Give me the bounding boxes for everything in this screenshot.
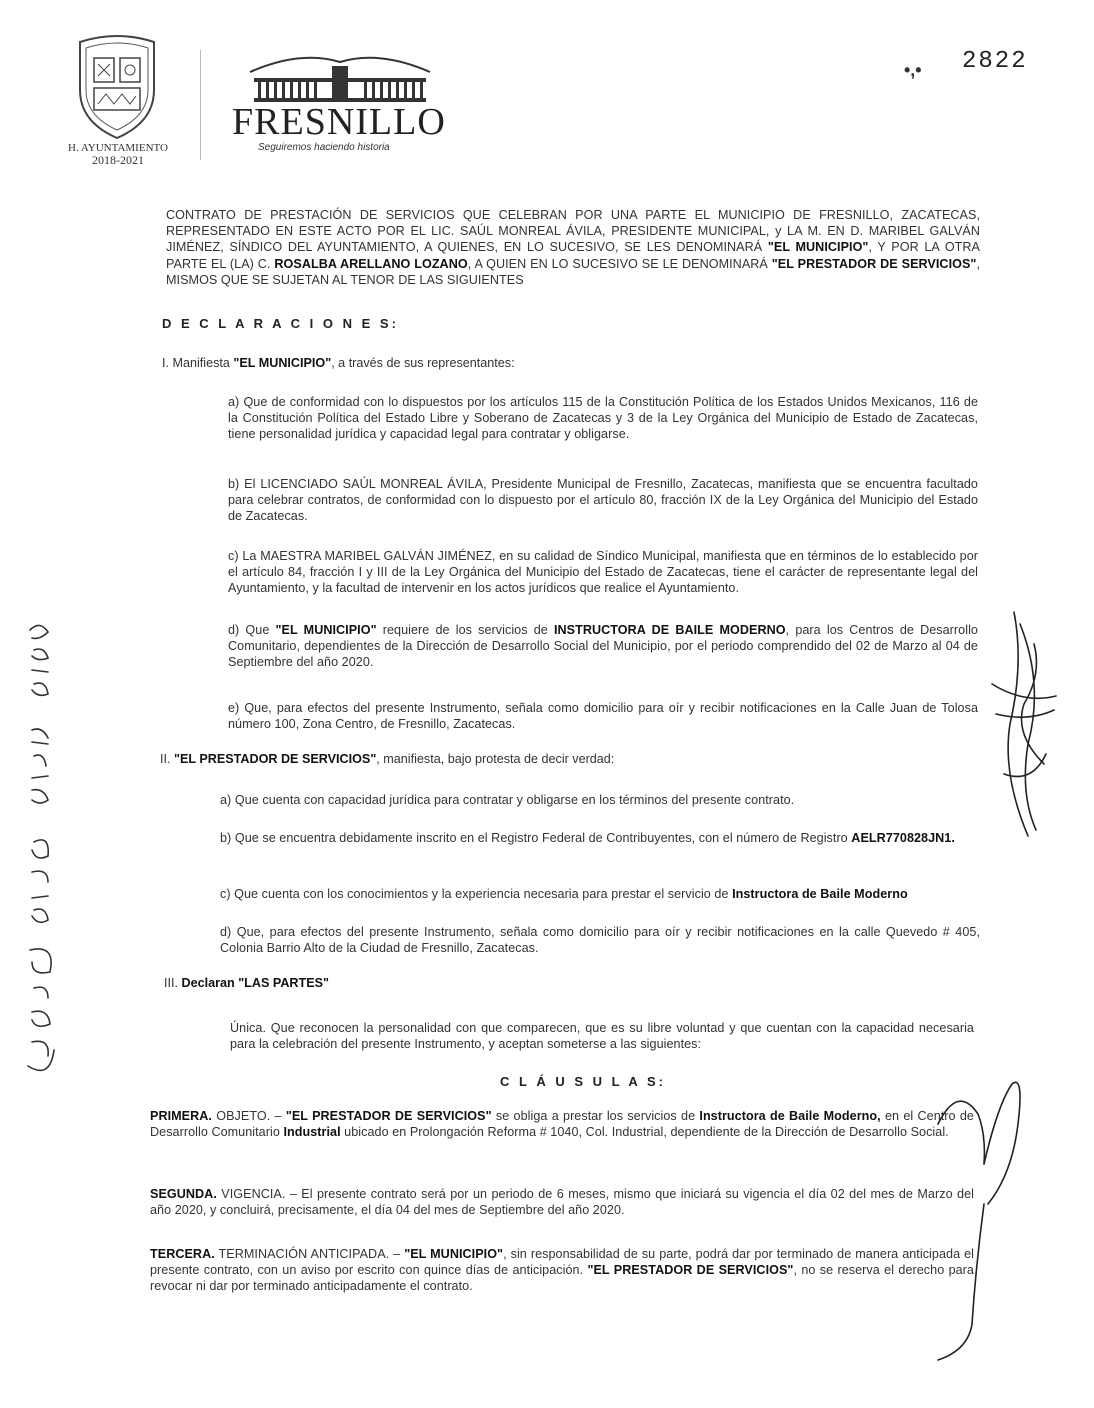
section-i-item-b: b) El LICENCIADO SAÚL MONREAL ÁVILA, Presidente Municipal de Fresnillo, Zacatecas, manifiesta que se encuentra facultado para celebrar contratos, de conformidad con lo dispuesto por el artículo 80, fracción IX de la Ley Orgánica del Municipio del Estado de Zacatecas.	[228, 477, 978, 524]
section-i-heading: I. Manifiesta "EL MUNICIPIO", a través de sus representantes:	[162, 356, 515, 370]
declaraciones-heading: D E C L A R A C I O N E S:	[162, 316, 399, 331]
contract-intro: CONTRATO DE PRESTACIÓN DE SERVICIOS QUE CELEBRAN POR UNA PARTE EL MUNICIPIO DE FRESNILLO, ZACATECAS, REPRESENTADO EN ESTE ACTO POR EL LIC. SAÚL MONREAL ÁVILA, PRESIDENTE MUNICIPAL, y LA M. EN D. MARIBEL GALVÁN JIMÉNEZ, SÍNDICO DEL AYUNTAMIENTO, A QUIENES, EN LO SUCESIVO, SE LES DENOMINARÁ "EL MUNICIPIO", Y POR LA OTRA PARTE EL (LA) C. ROSALBA ARELLANO LOZANO, A QUIEN EN LO SUCESIVO SE LE DENOMINARÁ "EL PRESTADOR DE SERVICIOS", MISMOS QUE SE SUJETAN AL TENOR DE LAS SIGUIENTES	[166, 208, 981, 287]
clause-segunda: SEGUNDA. VIGENCIA. – El presente contrato será por un periodo de 6 meses, mismo que iniciará su vigencia el día 02 del mes de Marzo del año 2020, y concluirá, precisamente, el día 04 del mes de Septiembre del año 2020.	[150, 1187, 974, 1218]
section-i-item-d: d) Que "EL MUNICIPIO" requiere de los servicios de INSTRUCTORA DE BAILE MODERNO, para los Centros de Desarrollo Comunitario, dependientes de la Dirección de Desarrollo Social del Municipio, por el periodo comprendido del 02 de Marzo al 04 de Septiembre del año 2020.	[228, 623, 978, 670]
clausulas-heading: C L Á U S U L A S:	[500, 1074, 666, 1089]
section-i-item-a: a) Que de conformidad con lo dispuestos por los artículos 115 de la Constitución Política de los Estados Unidos Mexicanos, 116 de la Constitución Política del Estado Libre y Soberano de Zacatecas y 3 de la Ley Orgánica del Municipio de Estado de Zacatecas, tiene personalidad jurídica y capacidad legal para contratar y obligarse.	[228, 395, 978, 442]
section-i-item-e: e) Que, para efectos del presente Instrumento, señala como domicilio para oír y recibir notificaciones en la Calle Juan de Tolosa número 100, Zona Centro, de Fresnillo, Zacatecas.	[228, 701, 978, 732]
section-iii-heading: III. Declaran "LAS PARTES"	[164, 976, 329, 990]
seal-caption: H. AYUNTAMIENTO 2018-2021	[68, 142, 168, 167]
header-divider	[200, 50, 201, 160]
section-iii-unica: Única. Que reconocen la personalidad con que comparecen, que es su libre voluntad y que cuentan con la capacidad necesaria para la celebración del presente Instrumento, y aceptan someterse a las siguientes:	[230, 1021, 974, 1052]
brand-slogan: Seguiremos haciendo historia	[258, 142, 390, 153]
section-ii-item-b: b) Que se encuentra debidamente inscrito en el Registro Federal de Contribuyentes, con el número de Registro AELR770828JN1.	[220, 831, 955, 845]
municipal-seal	[72, 30, 162, 142]
clause-primera: PRIMERA. OBJETO. – "EL PRESTADOR DE SERVICIOS" se obliga a prestar los servicios de Instructora de Baile Moderno, en el Centro de Desarrollo Comunitario Industrial ubicado en Prolongación Reforma # 1040, Col. Industrial, dependiente de la Dirección de Desarrollo Social.	[150, 1109, 974, 1140]
document-number: 2822	[962, 48, 1028, 75]
right-margin-signature	[984, 604, 1064, 844]
section-ii-item-c: c) Que cuenta con los conocimientos y la experiencia necesaria para prestar el servicio de Instructora de Baile Moderno	[220, 887, 908, 901]
margin-handwritten-signature	[10, 610, 70, 1090]
section-ii-heading: II. "EL PRESTADOR DE SERVICIOS", manifiesta, bajo protesta de decir verdad:	[160, 752, 615, 766]
section-ii-item-d: d) Que, para efectos del presente Instrumento, señala como domicilio para oír y recibir notificaciones en la calle Quevedo # 405, Colonia Barrio Alto de la Ciudad de Fresnillo, Zacatecas.	[220, 925, 980, 956]
fresnillo-skyline-logo	[240, 48, 440, 106]
clause-tercera: TERCERA. TERMINACIÓN ANTICIPADA. – "EL MUNICIPIO", sin responsabilidad de su parte, podrá dar por terminado de manera anticipada el presente contrato, con un aviso por escrito con quince días de anticipación. "EL PRESTADOR DE SERVICIOS", no se reserva el derecho para revocar ni dar por terminado anticipadamente el contrato.	[150, 1247, 974, 1294]
section-i-item-c: c) La MAESTRA MARIBEL GALVÁN JIMÉNEZ, en su calidad de Síndico Municipal, manifiesta que en términos de lo establecido por el artículo 84, fracción I y III de la Ley Orgánica del Municipio del Estado de Zacatecas, tiene el carácter de representante legal del Ayuntamiento, y la facultad de intervenir en los actos jurídicos que realice el Ayuntamiento.	[228, 549, 978, 596]
doc-mark: •,•	[904, 60, 922, 80]
brand-name: FRESNILLO	[232, 101, 446, 143]
bottom-right-signature	[928, 1064, 1028, 1364]
section-ii-item-a: a) Que cuenta con capacidad jurídica para contratar y obligarse en los términos del presente contrato.	[220, 793, 795, 807]
